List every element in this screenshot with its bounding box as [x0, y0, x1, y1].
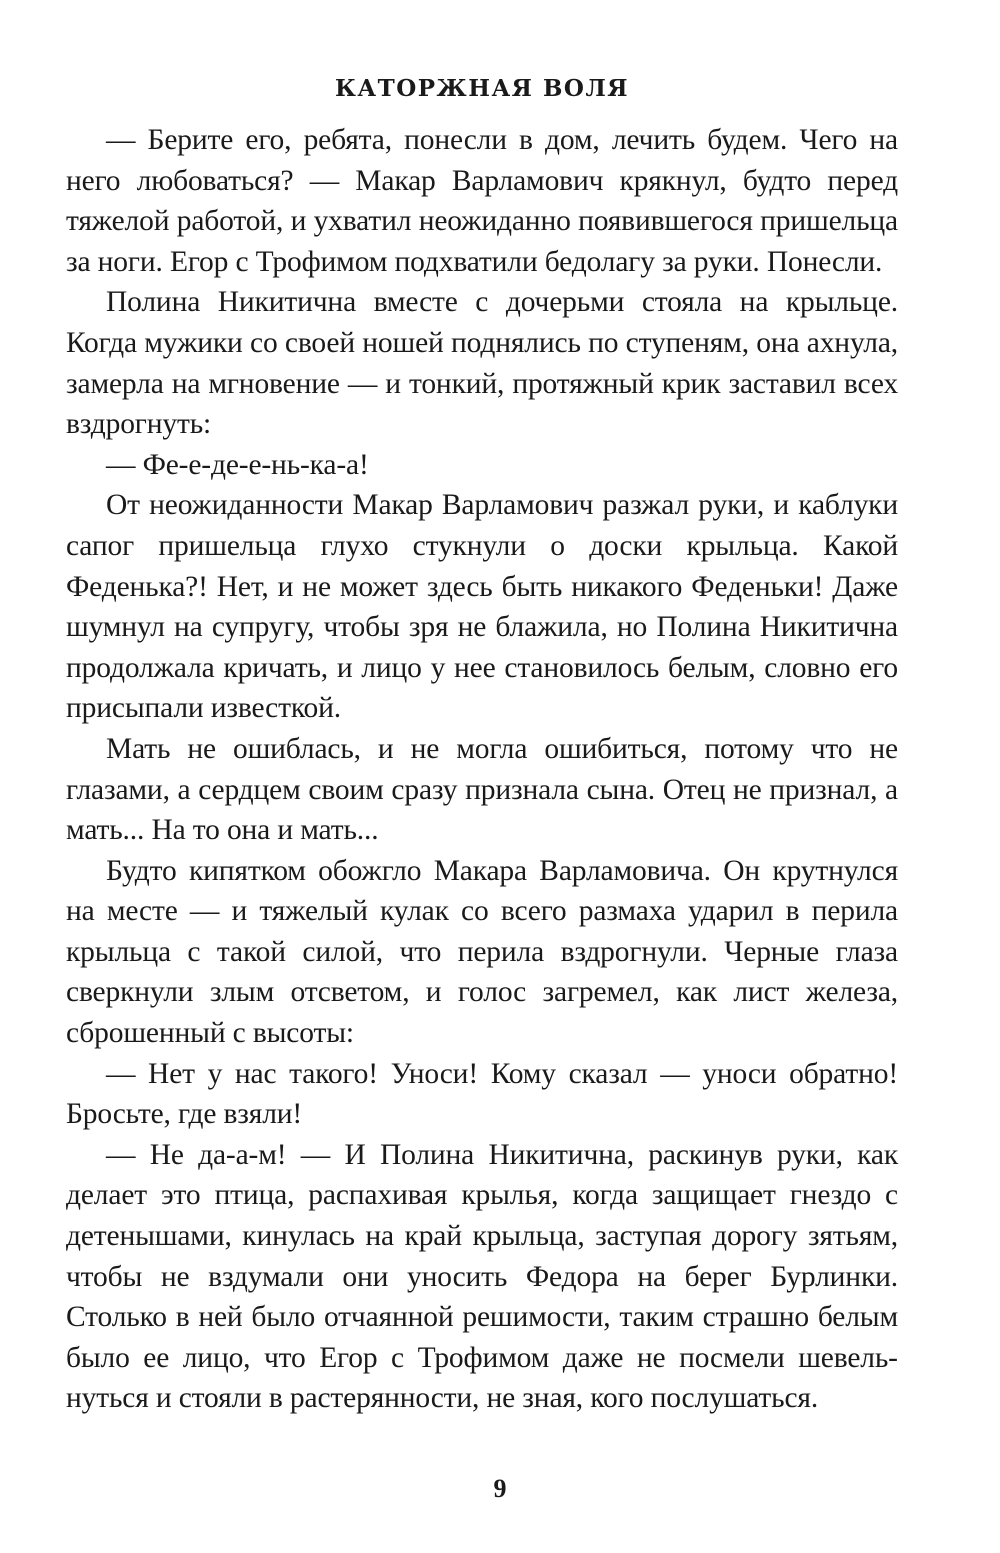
paragraph-8: — Не да-а-м! — И Полина Никитична, раскинув руки, как делает это птица, распахивая крылья, когда защищает гнездо с детенышами, кинулась на край крыльца, заступая дорогу зятьям, чтобы не вздумали они уносить Федора на берег Бурлинки. Столько в ней было отчаянной решимости, таким страшно белым было ее лицо, что Егор с Трофимом даже не посмели шевельнуться и стояли в растерянности, не зная, кого послушаться. [66, 1138, 898, 1415]
page-number: 9 [493, 1474, 507, 1503]
paragraph-7: — Нет у нас такого! Уноси! Кому сказал — уноси обратно! Бросьте, где взяли! [66, 1057, 898, 1131]
paragraph-2: Полина Никитична вместе с дочерьми стояла на крыльце. Когда мужики со своей ношей поднялись по ступеням, она ахнула, замерла на мгновение — и тонкий, протяжный крик заставил всех вздрогнуть: [66, 286, 898, 441]
paragraph-1: — Берите его, ребята, понесли в дом, лечить будем. Чего на него любоваться? — Макар Варламович крякнул, будто перед тяжелой работой, и ухватил неожиданно появившегося пришельца за ноги. Егор с Трофимом подхватили бедолагу за руки. Понесли. [66, 124, 898, 278]
paragraph-5: Мать не ошиблась, и не могла ошибиться, потому что не глазами, а сердцем своим сразу признала сына. Отец не признал, а мать... На то она и мать... [66, 732, 898, 847]
paragraph-6: Будто кипятком обожгло Макара Варламовича. Он крутнулся на месте — и тяжелый кулак со всего размаха ударил в перила крыльца с такой силой, что перила вздрогнули. Черные глаза сверкнули злым отсветом, и голос загремел, как лист железа, сброшенный с высоты: [66, 854, 898, 1050]
book-page [66, 72, 898, 1419]
body-text [66, 120, 898, 1419]
paragraph-3: — Фе-е-де-е-нь-ка-а! [106, 448, 369, 481]
paragraph-4: От неожиданности Макар Варламович разжал руки, и каблуки сапог пришельца глухо стукнули о доски крыльца. Какой Феденька?! Нет, и не может здесь быть никакого Феденьки! Даже шумнул на супругу, чтобы зря не блажила, но Полина Никитична продолжала кричать, и лицо у нее становилось белым, словно его присыпали известкой. [66, 489, 898, 725]
running-head: КАТОРЖНАЯ ВОЛЯ [334, 75, 630, 102]
